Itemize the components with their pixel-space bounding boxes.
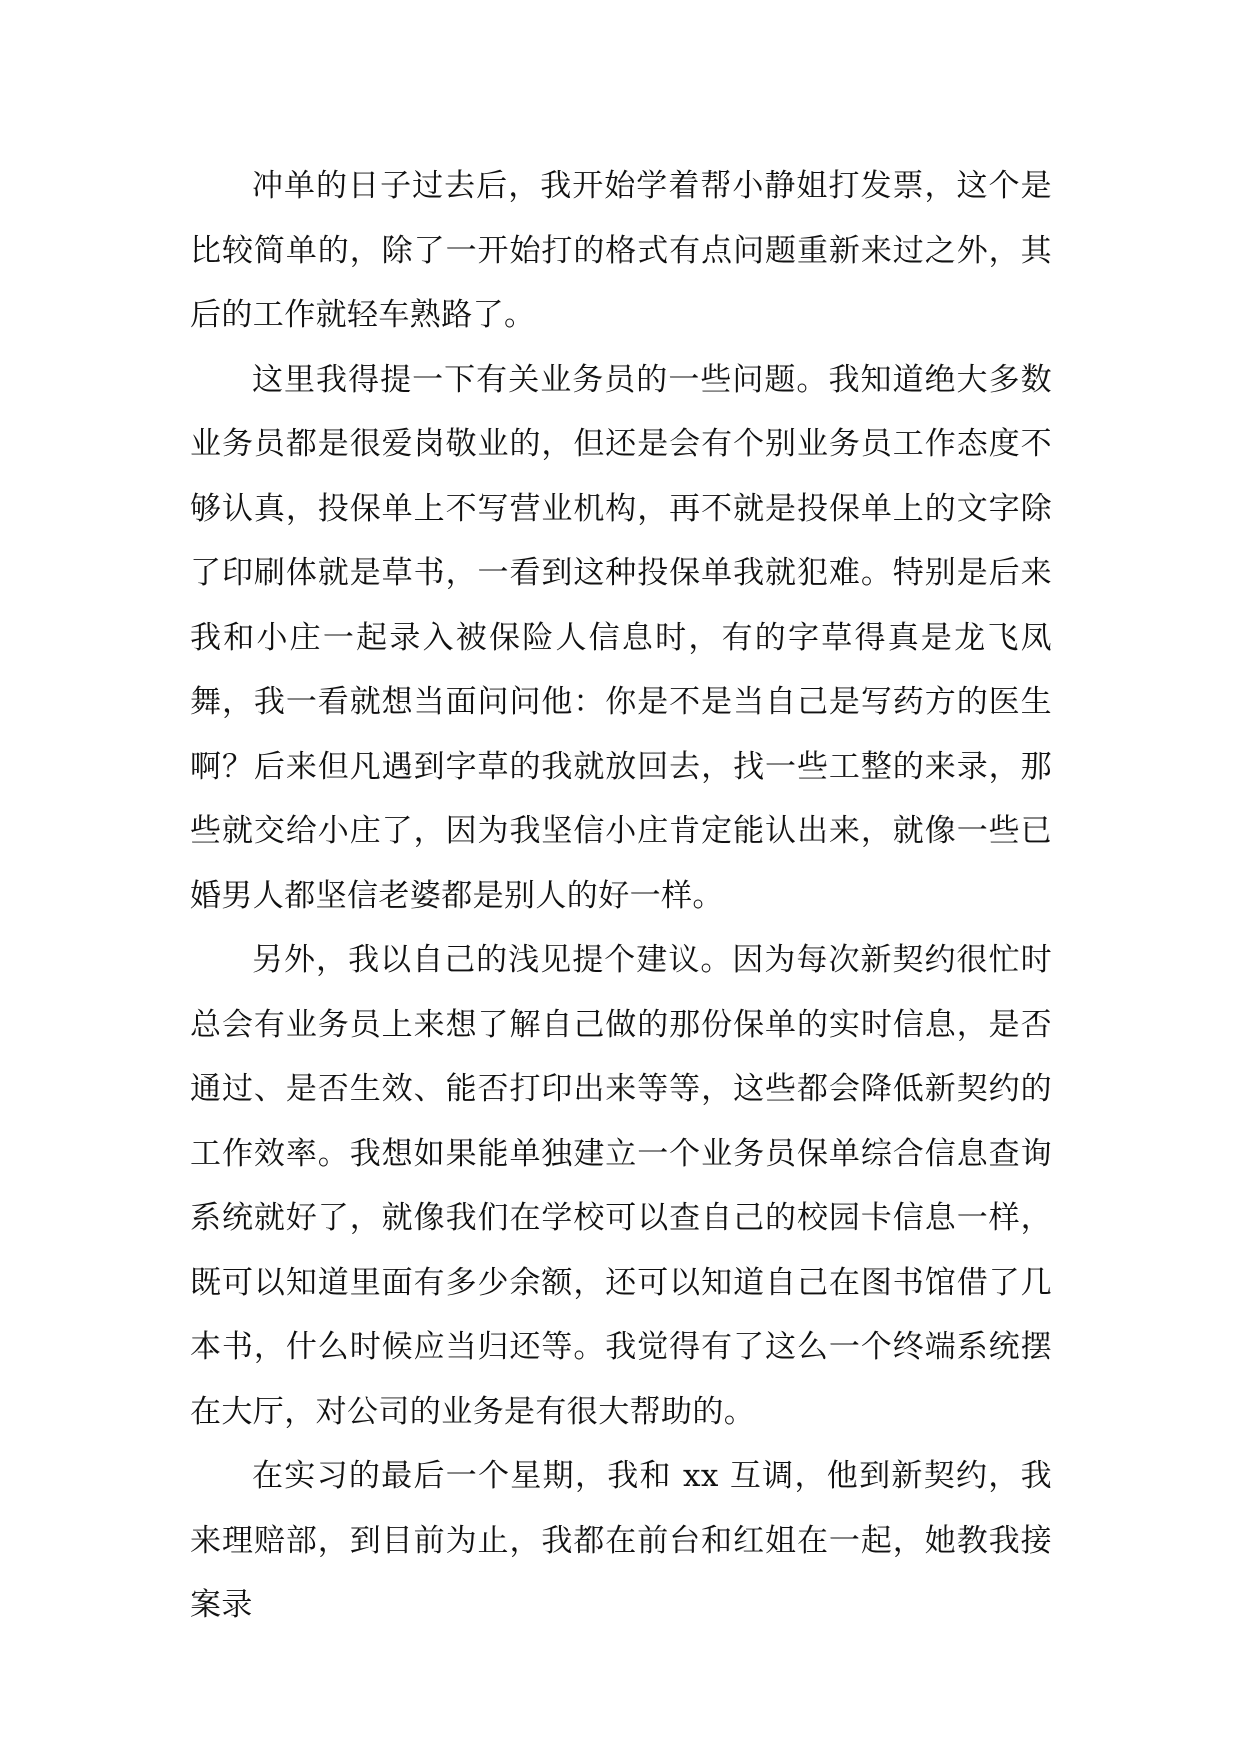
paragraph-invoice: 冲单的日子过去后，我开始学着帮小静姐打发票，这个是比较简单的，除了一开始打的格式有点问题重新来过之外，其后的工作就轻车熟路了。 [190,168,1052,333]
paragraph-suggestion: 另外，我以自己的浅见提个建议。因为每次新契约很忙时总会有业务员上来想了解自己做的那份保单的实时信息，是否通过、是否生效、能否打印出来等等，这些都会降低新契约的工作效率。我想如果能单独建立一个业务员保单综合信息查询系统就好了，就像我们在学校可以查自己的校园卡信息一样，既可以知道里面有多少余额，还可以知道自己在图书馆借了几本书，什么时候应当归还等。我觉得有了这么一个终端系统摆在大厅，对公司的业务是有很大帮助的。 [190,942,1052,1430]
document-body [190,154,1052,1638]
paragraph-last-week: 在实习的最后一个星期，我和 xx 互调，他到新契约，我来理赔部，到目前为止，我都在前台和红姐在一起，她教我接案录 [190,1458,1052,1623]
paragraph-salesperson-issues: 这里我得提一下有关业务员的一些问题。我知道绝大多数业务员都是很爱岗敬业的，但还是会有个别业务员工作态度不够认真，投保单上不写营业机构，再不就是投保单上的文字除了印刷体就是草书，一看到这种投保单我就犯难。特别是后来我和小庄一起录入被保险人信息时，有的字草得真是龙飞凤舞，我一看就想当面问问他：你是不是当自己是写药方的医生啊？后来但凡遇到字草的我就放回去，找一些工整的来录，那些就交给小庄了，因为我坚信小庄肯定能认出来，就像一些已婚男人都坚信老婆都是别人的好一样。 [190,361,1052,914]
